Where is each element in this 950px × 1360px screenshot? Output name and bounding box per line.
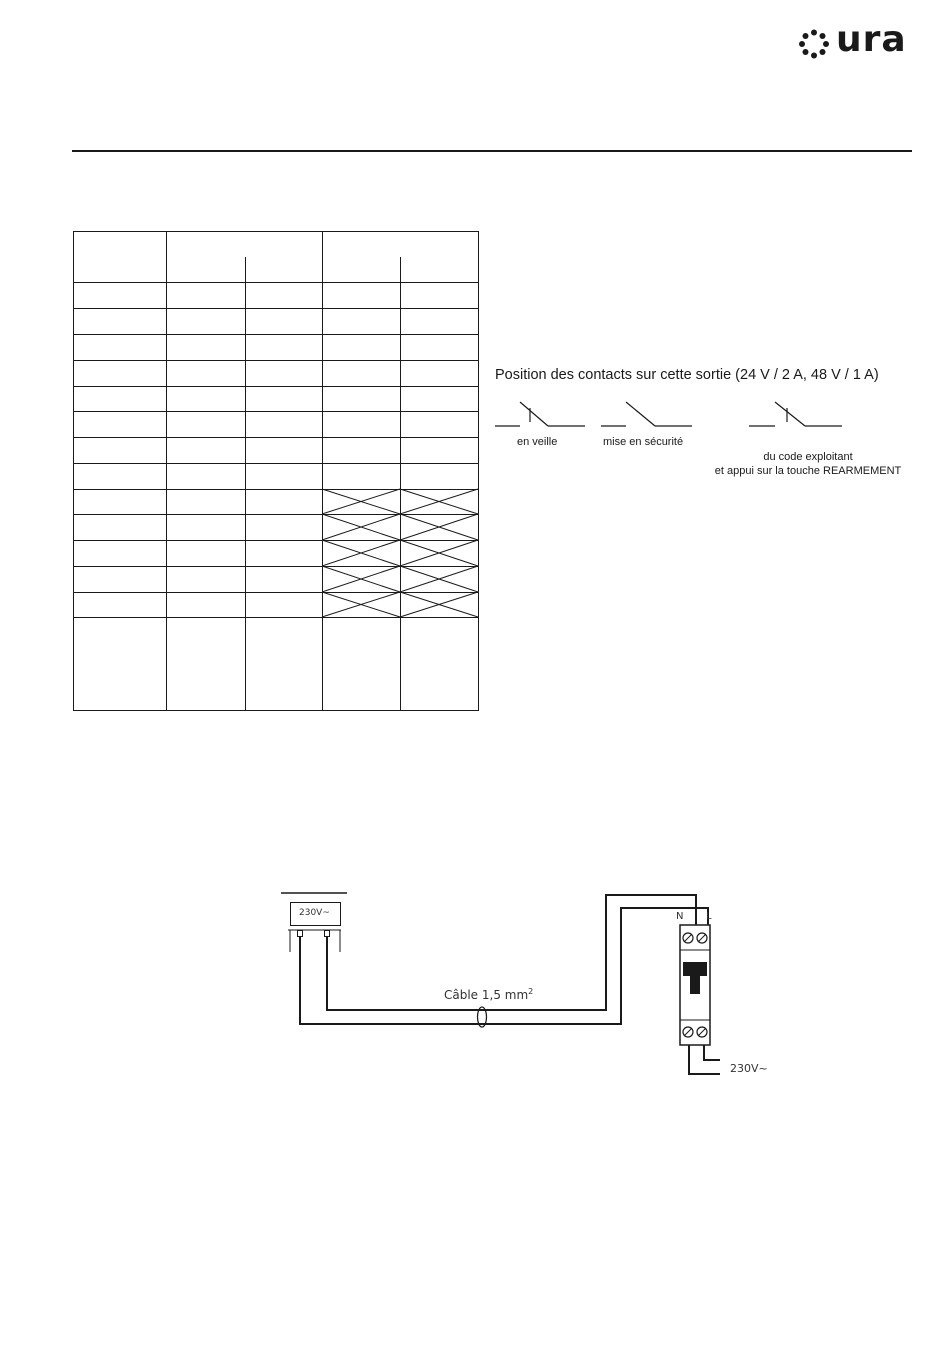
cable-label — [444, 987, 533, 1002]
device-voltage-label: 230V~ — [299, 908, 330, 918]
breaker-toggle-icon — [683, 962, 707, 994]
state-label-safety: mise en sécurité — [603, 436, 684, 448]
supply-voltage-label: 230V~ — [730, 1062, 768, 1075]
contacts-title: Position des contacts sur cette sortie (24 V / 2 A, 48 V / 1 A) — [495, 367, 879, 383]
cable-label-superscript: 2 — [528, 987, 534, 996]
breaker-terminal-n: N — [676, 911, 684, 922]
reset-label-line1: du code exploitant — [763, 451, 853, 463]
state-label-standby: en veille — [517, 436, 558, 448]
cable-label-text: Câble 1,5 mm — [444, 988, 529, 1002]
breaker-terminal-l: L — [706, 911, 712, 922]
reset-label-line2: et appui sur la touche REARMEMENT — [714, 465, 902, 477]
brand-name: ura — [836, 19, 907, 60]
